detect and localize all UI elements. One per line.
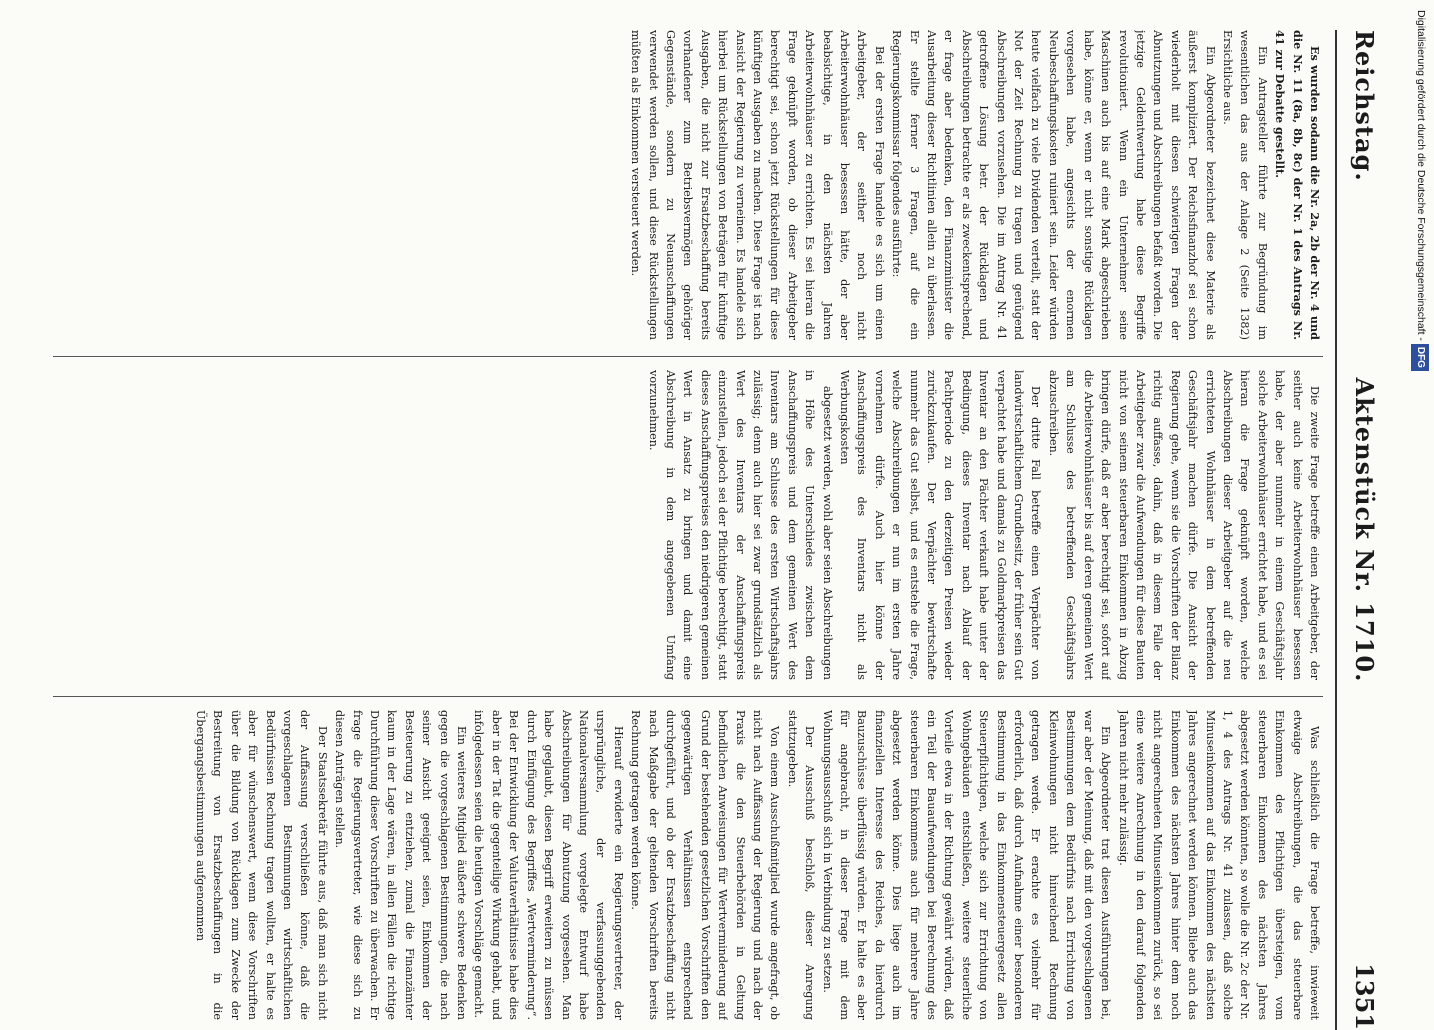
lead-paragraph: Es wurden sodann die Nr. 2a, 2b der Nr. 4 und die Nr. 11 (8a, 8b, 8c) der Nr. 1 des Antrags Nr. 41 zur Debatte gestellt.	[1273, 30, 1322, 340]
document-page	[35, 30, 1385, 1030]
digitization-credit	[1412, 10, 1430, 990]
text-column-right	[53, 710, 1323, 1020]
header-page-number: 1351	[1350, 963, 1379, 1030]
text-column-middle	[53, 370, 1323, 680]
paragraph: Der Ausschuß beschloß, dieser Anregung stattzugeben.	[785, 710, 817, 1020]
header-left-title: Reichstag.	[1350, 30, 1379, 182]
paragraph: abgesetzt werden, wohl aber seien Abschreibungen in Höhe des Unterschiedes zwischen dem Anschaffungspreis und dem gemeinen Wert des Inventars am Schlusse des ersten Wirtschaftsjahrs zulässig; denn auch hier sei zwar grundsätzlich als Wert des Inventars der Anschaffungspreis einzustellen, jedoch sei der Pflichtige berechtigt, statt dieses Anschaffungspreises den niedrigeren gemeinen Wert in Ansatz zu bringen und damit eine Abschreibung in dem angegebenen Umfang vorzunehmen.	[646, 370, 834, 680]
paragraph: Was schließlich die Frage betreffe, inwieweit etwaige Abschreibungen, die das steuerbare Einkommen des Pflichtigen übersteigen, vom steuerbaren Einkommen des nächsten Jahres abgesetzt werden könnten, so wolle die Nr. 2c der Nr. 1, 4 des Antrags Nr. 41 zulassen, daß solche Minuseinkommen auf das Einkommen des nächsten Jahres angerechnet werden können. Bliebe auch das Einkommen des nächsten Jahres hinter dem noch nicht angerechneten Minuseinkommen zurück, so sei eine weitere Anrechnung in den darauf folgenden Jahren nicht mehr zulässig.	[1116, 710, 1321, 1020]
digitization-credit-text: Digitalisierung gefördert durch die Deutsche Forschungsgemeinschaft -	[1415, 10, 1427, 341]
dfg-logo: DFG	[1411, 344, 1429, 371]
paragraph: Ein Abgeordneter trat diesen Ausführungen bei, war aber der Meinung, daß mit den vorgeschlagenen Bestimmungen dem Bedürfnis nach Errichtung von Kleinwohnungen nicht hinreichend Rechnung getragen werde. Er erachte es vielmehr für erforderlich, daß durch Aufnahme einer besonderen Bestimmung in das Einkommensteuergesetz allen Steuerpflichtigen, welche sich zur Errichtung von Wohngebäuden entschließen, weitere steuerliche Vorteile etwa in der Richtung gewährt würden, daß ein Teil der Bauaufwendungen bei Berechnung des steuerbaren Einkommens auch für mehrere Jahre abgesetzt werden könne. Dies liege auch im finanziellen Interesse des Reiches, da hierdurch Bauzuschüsse überflüssig würden. Er halte es aber für angebracht, in dieser Frage mit dem Wohnungsausschuß sich in Verbindung zu setzen.	[820, 710, 1113, 1020]
paragraph: Ein weiteres Mitglied äußerte schwere Bedenken gegen die vorgeschlagenen Bestimmungen, die nach seiner Ansicht geeignet seien, Einkommen der Besteuerung zu entziehen, zumal die Finanzämter kaum in der Lage wären, in allen Fällen die richtige Durchführung dieser Vorschriften zu überwachen. Er frage die Regierungsvertreter, wie diese sich zu diesen Anträgen stellen.	[333, 710, 469, 1020]
page-header	[1335, 30, 1385, 1030]
column-divider	[53, 696, 1323, 697]
paragraph: Die zweite Frage betreffe einen Arbeitgeber, der seither auch keine Arbeiterwohnhäuser besessen habe, der aber nunmehr in einem Geschäftsjahr solche Arbeiterwohnhäuser errichtet habe, und es sei hieran die Frage geknüpft worden, welche Abschreibungen dieser Arbeitgeber auf die neu errichteten Wohnhäuser in dem betreffenden Geschäftsjahr machen dürfe. Die Ansicht der Regierung gehe, wenn sie die Vorschriften der Bilanz richtig auffasse, dahin, daß in diesem Falle der Arbeitgeber zwar die Aufwendungen für diese Bauten nicht von seinem steuerbaren Einkommen in Abzug bringen dürfe, daß er aber berechtigt sei, sofort auf die Arbeiterwohnhäuser bis auf deren gemeinen Wert am Schlusse des betreffenden Geschäftsjahrs abzuschreiben.	[1046, 370, 1321, 680]
paragraph: Der Staatssekretär führte aus, daß man sich nicht der Auffassung verschließen könne, daß die vorgeschlagenen Bestimmungen wirtschaftlichen Bedürfnissen Rechnung tragen wollten, er halte es aber für wünschenswert, wenn diese Vorschriften über die Bildung von Rücklagen zum Zwecke der Bestreitung von Ersatzbeschaffungen in die Übergangsbestimmungen aufgenommen	[194, 710, 329, 1020]
paragraph: Bei der ersten Frage handele es sich um einen Arbeitgeber, der seither noch nicht Arbeiterwohnhäuser besessen hätte, der aber beabsichtige, in den nächsten Jahren Arbeiterwohnhäuser zu errichten. Es sei hieran die Frage geknüpft worden, ob dieser Arbeitgeber berechtigt sei, schon jetzt Rückstellungen für diese künftigen Ausgaben zu machen. Diese Frage ist nach Ansicht der Regierung zu verneinen. Es handele sich hierbei um Rückstellungen von Beträgen für künftige Ausgaben, die nicht zur Ersatzbeschaffung bereits vorhandener zum Betriebsvermögen gehöriger Gegenstände, sondern zu Neuanschaffungen verwendet werden sollen, und diese Rückstellungen müßten als Einkommen versteuert werden.	[629, 30, 886, 340]
paragraph: Von einem Ausschußmitglied wurde angefragt, ob nicht nach Auffassung der Regierung und nach der Praxis die den Steuerbehörden in Geltung befindlichen Anweisungen für Wertverminderung auf Grund der bestehenden gesetzlichen Vorschriften den gegenwärtigen Verhältnissen entsprechend durchgeführt, und ob der Ersatzbeschaffung nicht nach Maßgabe der geltenden Vorschriften bereits Rechnung getragen werden könne.	[629, 710, 782, 1020]
paragraph: Hierauf erwiderte ein Regierungsvertreter, der ursprüngliche, der verfassunggebenden Nationalversammlung vorgelegte Entwurf habe Abschreibungen für Abnutzung vorgesehen. Man habe geglaubt, diesen Begriff erweitern zu müssen durch Einfügung des Begriffes „Wertverminderung“. Bei der Entwicklung der Valutaverhältnisse habe dies aber in der Tat die gegenteilige Wirkung gehabt, und infolgedessen seien die heutigen Vorschläge gemacht.	[472, 710, 625, 1020]
paragraph: Ein Antragsteller führte zur Begründung im wesentlichen das aus der Anlage 2 (Seite 1382) Ersichtliche aus.	[1220, 30, 1269, 340]
paragraph: Ein Abgeordneter bezeichnet diese Materie als äußerst kompliziert. Der Reichsfinanzhof sei schon wiederholt mit diesen schwierigen Fragen der Abnutzungen und Abschreibungen befaßt worden. Die jetzige Geldentwertung habe diese Begriffe revolutioniert. Wenn ein Unternehmer seine Maschinen auch bis auf eine Mark abgeschrieben habe, könne er, wenn er nicht sonstige Rücklagen vorgesehen habe, angesichts der enormen Neubeschaffungskosten ruiniert sein. Leider würden heute vielfach zu viele Dividenden verteilt, statt der Not der Zeit Rechnung zu tragen und genügend Abschreibungen vorzusehen. Die im Antrag Nr. 41 getroffene Lösung betr. der Rücklagen und Abschreibungen betrachte er als zweckentsprechend, er frage aber bedenken, den Finanzminister die Ausarbeitung dieser Richtlinien allein zu überlassen. Er stellte ferner 3 Fragen, auf die ein Regierungskommissar folgendes ausführte:	[890, 30, 1217, 340]
header-document-number: Aktenstück Nr. 1710.	[1350, 377, 1379, 683]
paragraph: Der dritte Fall betreffe einen Verpächter von landwirtschaftlichem Grundbesitz, der früher sein Gut verpachtet habe und damals zu Goldmarkpreisen das Inventar an den Pächter verkauft habe unter der Bedingung, dieses Inventar nach Ablauf der Pachtperiode zu den derzeitigen Preisen wieder zurückzukaufen. Der Verpächter bewirtschafte nunmehr das Gut selbst, und es entstehe die Frage, welche Abschreibungen er nun im ersten Jahre vornehmen dürfe. Auch hier könne der Anschaffungspreis des Inventars nicht als Werbungskosten	[838, 370, 1043, 680]
column-divider	[53, 356, 1323, 357]
text-column-left	[53, 30, 1323, 340]
